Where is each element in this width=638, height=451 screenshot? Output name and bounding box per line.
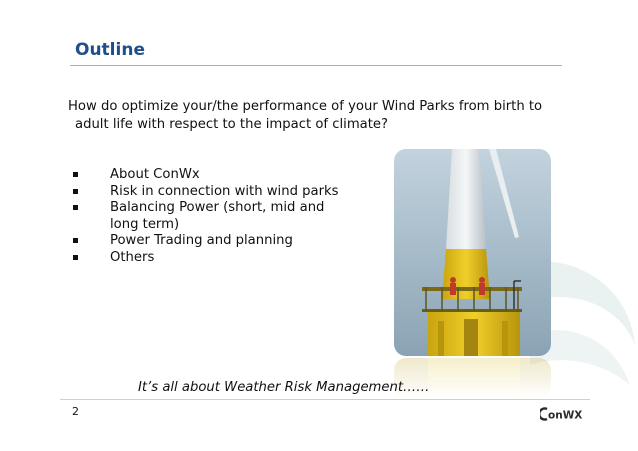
outline-bullet-list — [73, 167, 373, 266]
bullet-text-continuation: long term) — [110, 216, 180, 232]
wind-turbine-illustration — [394, 149, 551, 356]
bullet-item — [73, 233, 373, 250]
intro-question-line-1: How do optimize your/the performance of your Wind Parks from birth to — [68, 99, 543, 114]
page-number: 2 — [72, 405, 79, 418]
bullet-text: Risk in connection with wind parks — [110, 183, 339, 199]
bullet-text: Others — [110, 249, 155, 265]
intro-question — [68, 98, 578, 134]
intro-question-line-2: adult life with respect to the impact of climate? — [75, 117, 389, 132]
bullet-item — [73, 184, 373, 201]
footer-divider — [60, 399, 590, 400]
title-divider — [70, 65, 562, 66]
bullet-item — [73, 167, 373, 184]
bullet-square-icon — [73, 238, 78, 243]
bullet-item — [73, 250, 373, 267]
bullet-text: About ConWx — [110, 167, 200, 182]
bullet-text: Balancing Power (short, mid and — [110, 200, 325, 215]
bullet-square-icon — [73, 255, 78, 260]
bullet-item — [73, 200, 373, 233]
bullet-text: Power Trading and planning — [110, 233, 293, 248]
bullet-square-icon — [73, 172, 78, 177]
bullet-square-icon — [73, 189, 78, 194]
tagline: It’s all about Weather Risk Management…… — [138, 380, 430, 395]
conwx-logo — [540, 406, 592, 422]
svg-text:onWX: onWX — [548, 409, 583, 422]
bullet-square-icon — [73, 205, 78, 210]
wind-turbine-photo — [394, 149, 551, 356]
slide-title: Outline — [75, 40, 145, 60]
